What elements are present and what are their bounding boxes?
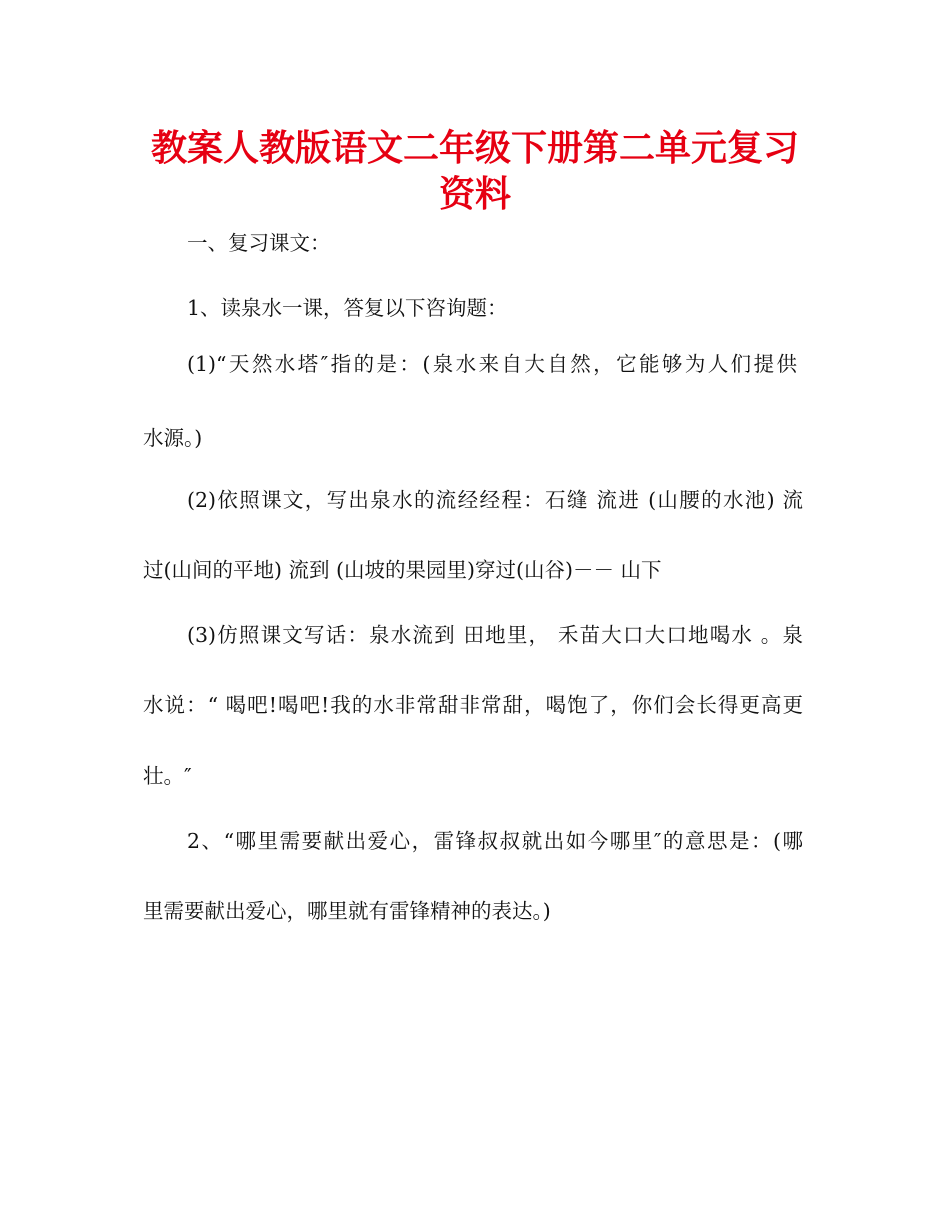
document-title-line-1: 教案人教版语文二年级下册第二单元复习	[150, 128, 799, 169]
document-title-line-2: 资料	[438, 174, 511, 215]
question-1-2-line-2: 过(山间的平地) 流到 (山坡的果园里)穿过(山谷)－－ 山下	[143, 558, 662, 582]
question-1-1-line-2: 水源。)	[143, 426, 203, 450]
question-1-2-line-1: (2)依照课文，写出泉水的流经经程：石缝 流进 (山腰的水池) 流	[187, 488, 803, 512]
question-1-3-line-3: 壮。″	[143, 764, 192, 788]
question-1-3-line-2: 水说：“ 喝吧!喝吧!我的水非常甜非常甜，喝饱了，你们会长得更高更	[143, 693, 803, 717]
section-heading-review-texts: 一、复习课文：	[187, 231, 331, 255]
question-2-line-2: 里需要献出爱心，哪里就有雷锋精神的表达。)	[143, 899, 551, 923]
question-1-heading: 1、读泉水一课，答复以下咨询题：	[187, 296, 508, 320]
question-2-line-1: 2、“哪里需要献出爱心，雷锋叔叔就出如今哪里″的意思是：(哪	[187, 829, 803, 853]
question-1-1-line-1: (1)“天然水塔″指的是：(泉水来自大自然，它能够为人们提供	[187, 352, 797, 376]
question-1-3-line-1: (3)仿照课文写话：泉水流到 田地里， 禾苗大口大口地喝水 。泉	[187, 623, 803, 647]
